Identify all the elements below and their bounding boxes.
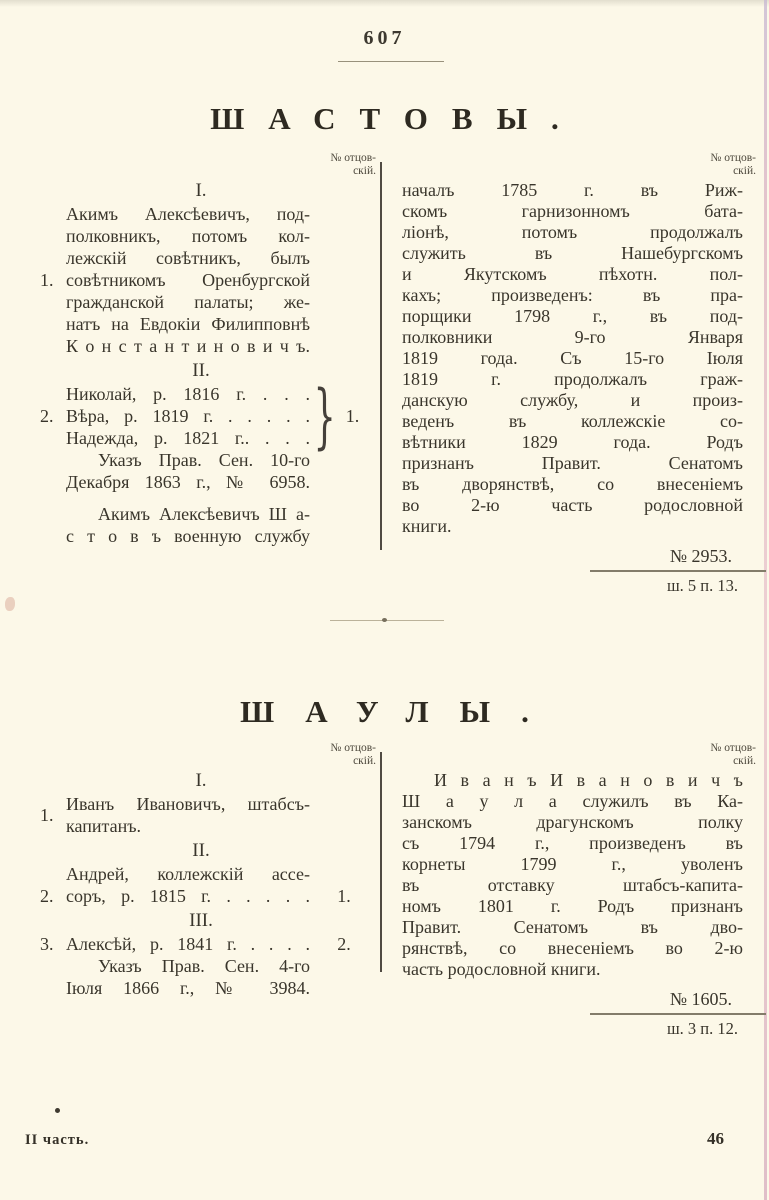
text-line: Ш а у л а служилъ въ Ка- bbox=[402, 791, 743, 811]
text-line: данскую службу, и произ- bbox=[402, 390, 743, 410]
decree-text bbox=[66, 449, 310, 493]
text-line: 1819 г. продолжалъ граж- bbox=[402, 369, 743, 389]
text-line: вѣтники 1829 года. Родъ bbox=[402, 432, 743, 452]
biography-text bbox=[66, 503, 310, 547]
text-line: Декабря 1863 г., № 6958. bbox=[66, 472, 310, 492]
text-line: 1819 года. Съ 15-го Іюля bbox=[402, 348, 743, 368]
entry-text bbox=[66, 933, 310, 955]
column-header-line: № отцов- bbox=[710, 742, 756, 754]
text-line: въ дворянствѣ, со внесеніемъ bbox=[402, 474, 743, 494]
generation-heading-3: III. bbox=[189, 910, 213, 931]
text-line: скомъ гарнизонномъ бата- bbox=[402, 201, 743, 221]
column-header-line: № отцов- bbox=[330, 742, 376, 754]
text-line: Правит. Сенатомъ въ дво- bbox=[402, 917, 743, 937]
column-divider bbox=[380, 162, 382, 550]
text-line: номъ 1801 г. Родъ признанъ bbox=[402, 896, 743, 916]
text-line: во 2-ю часть родословной bbox=[402, 495, 743, 515]
column-divider bbox=[380, 752, 382, 972]
text-line: полковники 9-го Января bbox=[402, 327, 743, 347]
section-title-shauly: ШАУЛЫ. bbox=[240, 694, 560, 729]
section-separator-rule bbox=[330, 620, 444, 621]
text-line: ліонѣ, потомъ продолжалъ bbox=[402, 222, 743, 242]
page-number: 607 bbox=[363, 27, 406, 49]
column-header-line: № отцов- bbox=[330, 152, 376, 164]
text-line: Іюля 1866 г., № 3984. bbox=[66, 978, 310, 998]
person-entry bbox=[40, 933, 378, 955]
generation-heading-1: I. bbox=[195, 770, 207, 791]
case-number: № 1605. bbox=[669, 989, 732, 1009]
footer-sheet-number: 46 bbox=[707, 1129, 724, 1148]
text-line: соръ, р. 1815 г. . . . . . bbox=[66, 886, 310, 906]
text-line: Алексѣй, р. 1841 г. . . . . bbox=[66, 934, 310, 954]
father-number: 1. bbox=[337, 886, 351, 906]
case-shelf-ref: ш. 3 п. 12. bbox=[666, 1018, 738, 1038]
column-header-line: скій. bbox=[353, 754, 376, 767]
case-reference bbox=[402, 545, 758, 597]
case-number: № 2953. bbox=[669, 546, 732, 566]
case-rule bbox=[590, 1013, 766, 1015]
case-reference bbox=[402, 988, 758, 1040]
person-entry bbox=[40, 203, 378, 357]
entry-text bbox=[66, 383, 310, 449]
text-line: порщики 1798 г., въ под- bbox=[402, 306, 743, 326]
entry-number: 3. bbox=[40, 934, 54, 954]
text-line: Указъ Прав. Сен. 4-го bbox=[98, 956, 310, 976]
column-header-father-number bbox=[402, 152, 758, 177]
entry-number: 1. bbox=[40, 270, 54, 290]
entry-text bbox=[66, 203, 310, 357]
text-line: натъ на Евдокіи Филипповнѣ bbox=[66, 314, 310, 334]
text-line: капитанъ. bbox=[66, 816, 142, 836]
text-line: Иванъ Ивановичъ, штабсъ- bbox=[66, 794, 310, 814]
generation-heading-1: I. bbox=[195, 180, 207, 201]
shastov-right-column bbox=[402, 152, 758, 597]
text-line: кахъ; произведенъ: въ пра- bbox=[402, 285, 743, 305]
text-line: признанъ Правит. Сенатомъ bbox=[402, 453, 743, 473]
text-line: Акимъ Алексѣевичъ Ш а- bbox=[98, 504, 310, 524]
text-line: началъ 1785 г. въ Риж- bbox=[402, 180, 743, 200]
column-header-line: № отцов- bbox=[710, 152, 756, 164]
text-line: Вѣра, р. 1819 г. . . . . . bbox=[66, 406, 310, 426]
column-header-line: скій. bbox=[733, 164, 756, 177]
case-rule bbox=[590, 570, 766, 572]
entry-text bbox=[66, 863, 310, 907]
entry-number: 1. bbox=[40, 805, 54, 825]
text-line: часть родословной книги. bbox=[402, 959, 601, 979]
father-number: 2. bbox=[337, 934, 351, 954]
person-entry bbox=[40, 375, 378, 457]
column-header-father-number bbox=[40, 152, 378, 177]
text-line: К о н с т а н т и н о в и ч ъ. bbox=[66, 336, 310, 356]
scan-edge-artifact bbox=[764, 0, 767, 1200]
text-line: с т о в ъ военную службу bbox=[66, 526, 310, 546]
text-line: и Якутскомъ пѣхотн. пол- bbox=[402, 264, 743, 284]
column-header-father-number bbox=[402, 742, 758, 767]
text-line: Акимъ Алексѣевичъ, под- bbox=[66, 204, 310, 224]
biography-text bbox=[402, 770, 743, 980]
text-line: Николай, р. 1816 г. . . . bbox=[66, 384, 310, 404]
text-line: полковникъ, потомъ кол- bbox=[66, 226, 310, 246]
text-line: корнеты 1799 г., уволенъ bbox=[402, 854, 743, 874]
text-line: книги. bbox=[402, 516, 452, 536]
text-line: Указъ Прав. Сен. 10-го bbox=[98, 450, 310, 470]
person-entry bbox=[40, 863, 378, 907]
text-line: И в а н ъ И в а н о в и ч ъ bbox=[434, 770, 743, 790]
text-line: совѣтникомъ Оренбургской bbox=[66, 270, 310, 290]
decree-text bbox=[66, 955, 310, 999]
footer-dot bbox=[55, 1108, 60, 1113]
brace-right-icon: } bbox=[313, 375, 336, 457]
scan-blemish bbox=[5, 597, 15, 611]
column-header-line: скій. bbox=[353, 164, 376, 177]
text-line: Андрей, коллежскій ассе- bbox=[66, 864, 310, 884]
text-line: веденъ въ коллежскіе со- bbox=[402, 411, 743, 431]
entry-text bbox=[66, 793, 310, 837]
footer-part-label: II часть. bbox=[25, 1132, 90, 1148]
shauly-left-column bbox=[40, 742, 378, 999]
biography-text bbox=[402, 180, 743, 537]
text-line: лежскій совѣтникъ, былъ bbox=[66, 248, 310, 268]
column-header-line: скій. bbox=[733, 754, 756, 767]
person-entry bbox=[40, 793, 378, 837]
shastov-left-column bbox=[40, 152, 378, 547]
page-number-rule bbox=[338, 61, 444, 62]
text-line: Надежда, р. 1821 г.. . . . bbox=[66, 428, 310, 448]
text-line: занскомъ драгунскомъ полку bbox=[402, 812, 743, 832]
column-header-father-number bbox=[40, 742, 378, 767]
case-shelf-ref: ш. 5 п. 13. bbox=[666, 575, 738, 595]
generation-heading-2: II. bbox=[192, 840, 210, 861]
text-line: съ 1794 г., произведенъ въ bbox=[402, 833, 743, 853]
text-line: служить въ Нашебургскомъ bbox=[402, 243, 743, 263]
section-separator-dot bbox=[382, 618, 387, 622]
text-line: гражданской палаты; же- bbox=[66, 292, 310, 312]
text-line: въ отставку штабсъ-капита- bbox=[402, 875, 743, 895]
generation-heading-2: II. bbox=[192, 360, 210, 381]
father-number: 1. bbox=[345, 406, 360, 426]
text-line: рянствѣ, со внесеніемъ во 2-ю bbox=[402, 938, 743, 958]
scan-shadow-top bbox=[0, 0, 769, 7]
entry-number: 2. bbox=[40, 886, 54, 906]
entry-number: 2. bbox=[40, 406, 54, 426]
section-title-shastovy: ШАСТОВЫ. bbox=[210, 101, 583, 136]
shauly-right-column bbox=[402, 742, 758, 1040]
